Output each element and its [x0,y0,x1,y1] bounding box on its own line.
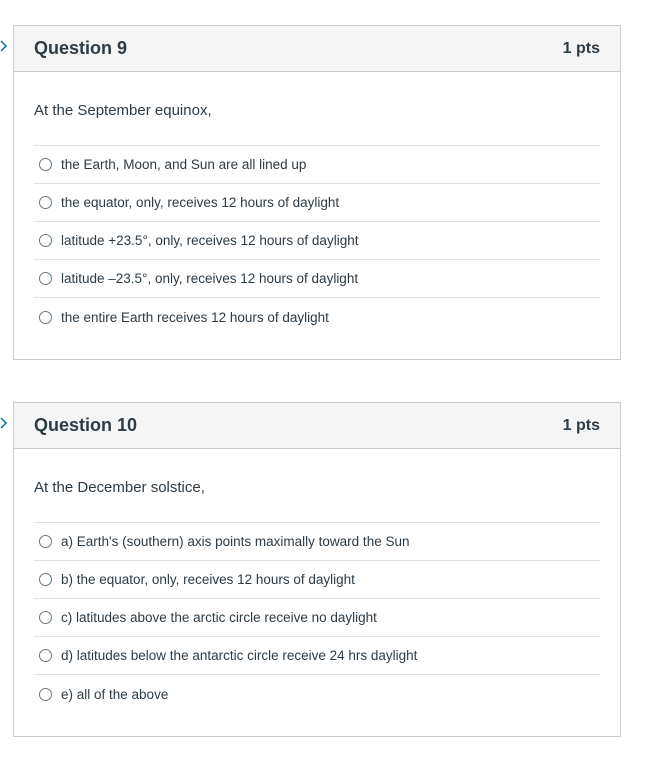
question-title: Question 9 [34,38,128,58]
answer-option[interactable] [34,561,600,599]
radio-button[interactable] [39,535,52,548]
radio-button[interactable] [39,158,52,171]
question-header [14,403,620,449]
answer-option[interactable] [34,599,600,637]
question-title: Question 10 [34,415,138,435]
answer-option[interactable] [34,298,600,336]
answer-label: the equator, only, receives 12 hours of daylight [61,195,340,210]
question-points: 1 pts [562,416,600,434]
answer-label: latitude –23.5°, only, receives 12 hours of daylight [61,271,359,286]
answer-option[interactable] [34,675,600,713]
radio-button[interactable] [39,272,52,285]
answer-list [34,145,600,336]
answer-option[interactable] [34,222,600,260]
radio-button[interactable] [39,234,52,247]
answer-option[interactable] [34,184,600,222]
question-text: At the September equinox, [34,102,212,119]
answer-option[interactable] [34,146,600,184]
answer-label: b) the equator, only, receives 12 hours of daylight [61,572,355,587]
answer-list [34,522,600,713]
answer-label: d) latitudes below the antarctic circle receive 24 hrs daylight [61,648,418,663]
answer-option[interactable] [34,260,600,298]
radio-button[interactable] [39,611,52,624]
radio-button[interactable] [39,649,52,662]
question-10-card [13,402,621,737]
question-body [14,72,620,336]
answer-label: c) latitudes above the arctic circle receive no daylight [61,610,377,625]
answer-option[interactable] [34,637,600,675]
answer-label: e) all of the above [61,686,169,702]
question-flag-icon[interactable] [0,40,8,52]
question-flag-icon[interactable] [0,417,8,429]
question-header [14,26,620,72]
answer-label: latitude +23.5°, only, receives 12 hours of daylight [61,233,359,248]
question-body [14,449,620,713]
question-text: At the December solstice, [34,479,205,496]
radio-button[interactable] [39,573,52,586]
radio-button[interactable] [39,311,52,324]
radio-button[interactable] [39,688,52,701]
question-9-card [13,25,621,360]
answer-option[interactable] [34,523,600,561]
radio-button[interactable] [39,196,52,209]
answer-label: a) Earth's (southern) axis points maximally toward the Sun [61,534,410,549]
question-points: 1 pts [562,39,600,57]
answer-label: the entire Earth receives 12 hours of daylight [61,309,329,325]
answer-label: the Earth, Moon, and Sun are all lined up [61,157,307,172]
